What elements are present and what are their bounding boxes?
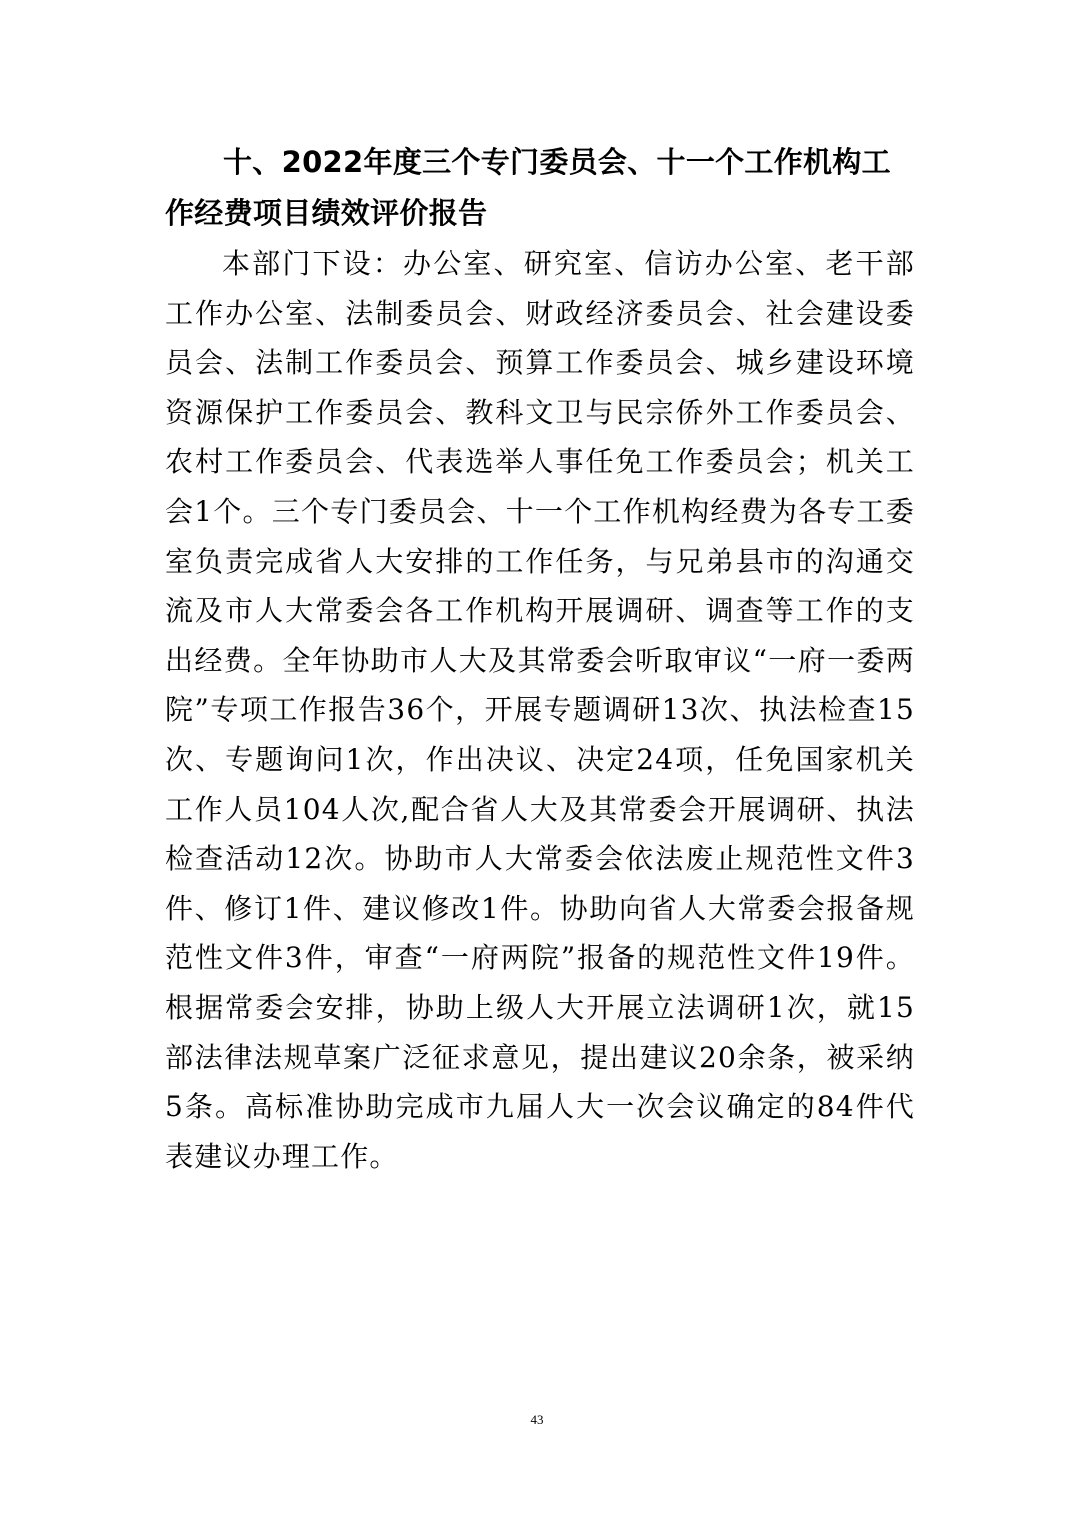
section-heading: 十、2022年度三个专门委员会、十一个工作机构工作经费项目绩效评价报告	[165, 145, 891, 230]
body-paragraph: 本部门下设：办公室、研究室、信访办公室、老干部工作办公室、法制委员会、财政经济委员会、社会建设委员会、法制工作委员会、预算工作委员会、城乡建设环境资源保护工作委员会、教科文卫与民宗侨外工作委员会、农村工作委员会、代表选举人事任免工作委员会；机关工会1个。三个专门委员会、十一个工作机构经费为各专工委室负责完成省人大安排的工作任务，与兄弟县市的沟通交流及市人大常委会各工作机构开展调研、调查等工作的支出经费。全年协助市人大及其常委会听取审议“一府一委两院”专项工作报告36个，开展专题调研13次、执法检查15次、专题询问1次，作出决议、决定24项，任免国家机关工作人员104人次,配合省人大及其常委会开展调研、执法检查活动12次。协助市人大常委会依法废止规范性文件3件、修订1件、建议修改1件。协助向省人大常委会报备规范性文件3件，审查“一府两院”报备的规范性文件19件。根据常委会安排，协助上级人大开展立法调研1次，就15部法律法规草案广泛征求意见，提出建议20余条，被采纳5条。高标准协助完成市九届人大一次会议确定的84件代表建议办理工作。	[165, 247, 915, 1173]
page-number: 43	[530, 1412, 544, 1427]
